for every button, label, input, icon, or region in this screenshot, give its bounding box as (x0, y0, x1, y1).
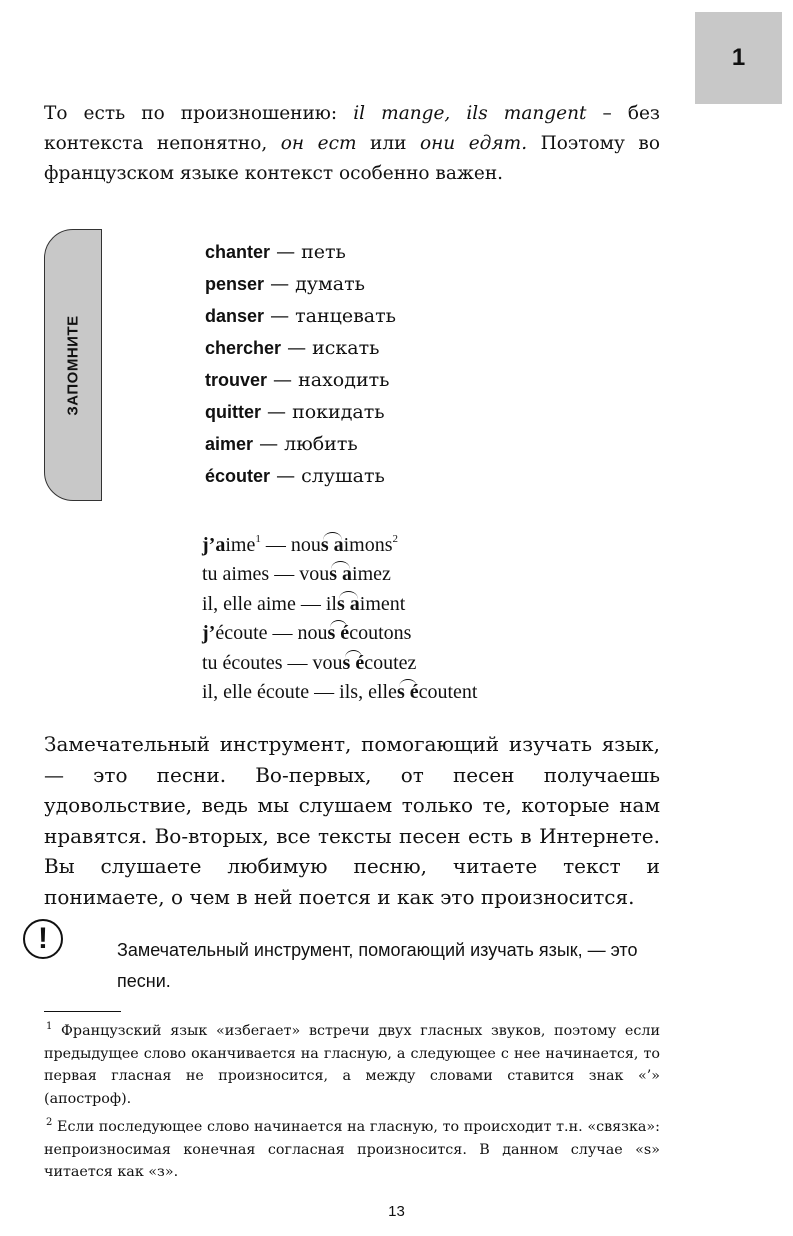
conjugation-row: tu écoutes — vous écoutez (202, 649, 477, 678)
vocab-item: chanter — петь (205, 241, 346, 263)
footnote: $^1$ Французский язык «избегает» встречи двух гласных звуков, поэтому если предыдущее слово оканчивается на гласную, а следующее с нее начинается, то первая гласная не произносится, а между словами ставится знак «’» (апостроф). (44, 1021, 660, 1107)
chapter-tab: 1 (695, 12, 782, 104)
liaison-mark: s a (329, 560, 352, 589)
liaison-mark: s a (321, 531, 344, 560)
vocab-item: aimer — любить (205, 433, 358, 455)
page-number: 13 (388, 1203, 405, 1220)
remember-tab (44, 229, 102, 501)
conjugation-row: il, elle écoute — ils, elles écoutent (202, 678, 477, 707)
vocab-item: quitter — покидать (205, 401, 385, 423)
liaison-mark: s é (397, 678, 419, 707)
callout-text: Замечательный инструмент, помогающий изучать язык, — это песни. (117, 940, 638, 991)
main-paragraph: Замечательный инструмент, помогающий изучать язык, — это песни. Во-первых, от песен получаешь удовольствие, ведь мы слушаем только те, которые нам нравятся. Во-вторых, все тексты песен есть в Интернете. Вы слушаете любимую песню, читаете текст и понимаете, о чем в ней поется и как это произносится. (44, 732, 660, 909)
remember-label: ЗАПОМНИТЕ (64, 314, 82, 416)
conjugation-row: j’écoute — nous écoutons (202, 619, 477, 648)
liaison-mark: s é (328, 619, 350, 648)
conjugation-row: il, elle aime — ils aiment (202, 590, 477, 619)
conjugation-list (202, 531, 477, 707)
vocab-item: penser — думать (205, 273, 365, 295)
intro-paragraph: То есть по произношению: il mange, ils mangent – без контекста непонятно, он ест или они едят. Поэтому во французском языке контекст особенно важен. (44, 103, 661, 184)
footnote: $^2$ Если последующее слово начинается на гласную, то происходит т.н. «связка»: непроизносимая конечная согласная произносится. В данном случае «s» читается как «з». (44, 1117, 660, 1180)
vocab-item: danser — танцевать (205, 305, 396, 327)
vocab-list (205, 236, 396, 492)
exclamation-icon: ! (23, 919, 63, 959)
vocab-item: écouter — слушать (205, 465, 385, 487)
vocab-item: trouver — находить (205, 369, 390, 391)
footnote-divider (44, 1011, 121, 1012)
vocab-item: chercher — искать (205, 337, 380, 359)
conjugation-row: j’aime$^1$ — nous aimons$^2$ (202, 531, 477, 560)
conjugation-row: tu aimes — vous aimez (202, 560, 477, 589)
liaison-mark: s é (343, 649, 365, 678)
liaison-mark: s a (337, 590, 360, 619)
